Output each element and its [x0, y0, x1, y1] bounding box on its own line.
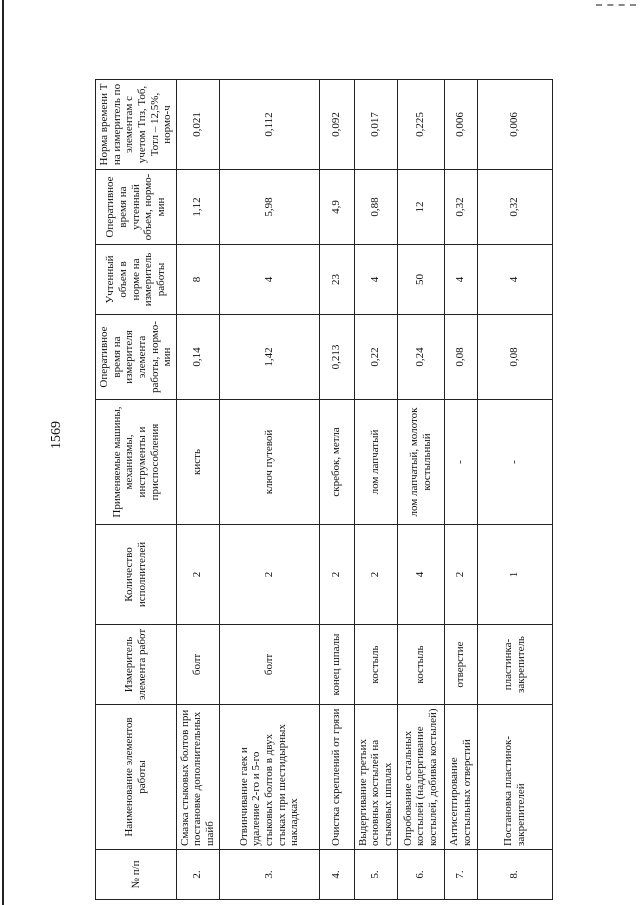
cell-number: 5.: [354, 850, 397, 900]
table-row: [319, 80, 354, 900]
cell-norm-time: 0,021: [176, 80, 219, 170]
header-unit: Измеритель элемента работ: [96, 625, 177, 705]
cell-number: 3.: [219, 850, 319, 900]
cell-unit: костыль: [397, 625, 444, 705]
work-elements-table-rotated: [95, 80, 535, 900]
header-number: № п/п: [96, 850, 177, 900]
cell-op-time-unit: 1,42: [219, 315, 319, 400]
cell-work-element: Очистка скреплений от грязи: [319, 705, 354, 850]
cell-op-time-volume: 0,32: [477, 170, 552, 245]
page-edge-line: [2, 0, 4, 905]
cell-op-time-unit: 0,24: [397, 315, 444, 400]
header-op-time-unit: Оперативное время на измерителя элемента работы, нормо-мин: [96, 315, 177, 400]
cell-tools: ключ путевой: [219, 400, 319, 525]
scan-dash-mark: [596, 4, 636, 6]
cell-tools: -: [444, 400, 477, 525]
cell-op-time-unit: 0,08: [477, 315, 552, 400]
cell-work-element: Смазка стыковых болтов при постановке дополнительных шайб: [176, 705, 219, 850]
cell-norm-time: 0,092: [319, 80, 354, 170]
cell-tools: лом лапчатый, молоток костыльный: [397, 400, 444, 525]
cell-unit: костыль: [354, 625, 397, 705]
cell-number: 4.: [319, 850, 354, 900]
cell-workers: 2: [444, 525, 477, 625]
cell-norm-time: 0,006: [444, 80, 477, 170]
cell-op-time-volume: 0,32: [444, 170, 477, 245]
cell-op-time-unit: 0,14: [176, 315, 219, 400]
cell-workers: 4: [397, 525, 444, 625]
cell-op-time-volume: 4,9: [319, 170, 354, 245]
cell-tools: кисть: [176, 400, 219, 525]
table-row: [176, 80, 219, 900]
table-row: [444, 80, 477, 900]
cell-workers: 2: [319, 525, 354, 625]
cell-tools: скребок, метла: [319, 400, 354, 525]
cell-unit: болт: [176, 625, 219, 705]
cell-unit: пластинка-закрепитель: [477, 625, 552, 705]
work-elements-table: [95, 79, 553, 900]
cell-workers: 1: [477, 525, 552, 625]
cell-work-element: Антисептирование костыльных отверстий: [444, 705, 477, 850]
header-norm-time: Норма времени Т на измеритель по элементам с учетом Тпз, Тоб, Тотл – 12,5%, нормо-ч: [96, 80, 177, 170]
cell-workers: 2: [219, 525, 319, 625]
cell-op-time-volume: 0,88: [354, 170, 397, 245]
cell-op-time-unit: 0,08: [444, 315, 477, 400]
header-work-element: Наименование элементов работы: [96, 705, 177, 850]
cell-op-time-volume: 1,12: [176, 170, 219, 245]
cell-unit: отверстие: [444, 625, 477, 705]
cell-number: 6.: [397, 850, 444, 900]
cell-volume: 23: [319, 245, 354, 315]
cell-tools: лом лапчатый: [354, 400, 397, 525]
cell-norm-time: 0,006: [477, 80, 552, 170]
cell-op-time-volume: 12: [397, 170, 444, 245]
cell-number: 7.: [444, 850, 477, 900]
table-row: [477, 80, 552, 900]
header-op-time-volume: Оперативное время на учтенный объем, нормо-мин: [96, 170, 177, 245]
cell-norm-time: 0,112: [219, 80, 319, 170]
cell-unit: болт: [219, 625, 319, 705]
cell-workers: 2: [176, 525, 219, 625]
cell-op-time-unit: 0,22: [354, 315, 397, 400]
page-number: 1569: [49, 421, 64, 449]
cell-volume: 4: [219, 245, 319, 315]
cell-volume: 8: [176, 245, 219, 315]
cell-volume: 4: [354, 245, 397, 315]
cell-work-element: Отвинчивание гаек и удаление 2-го и 5-го стыковых болтов в двух стыках при шестидырных накладках: [219, 705, 319, 850]
cell-work-element: Опробование остальных костылей (наддергивание костылей, добивка костылей): [397, 705, 444, 850]
cell-op-time-volume: 5,98: [219, 170, 319, 245]
cell-volume: 50: [397, 245, 444, 315]
cell-number: 2.: [176, 850, 219, 900]
cell-work-element: Выдергивание третьих основных костылей на стыковых шпалах: [354, 705, 397, 850]
header-workers: Количество исполнителей: [96, 525, 177, 625]
table-row: [397, 80, 444, 900]
table-row: [219, 80, 319, 900]
cell-norm-time: 0,225: [397, 80, 444, 170]
cell-norm-time: 0,017: [354, 80, 397, 170]
cell-volume: 4: [477, 245, 552, 315]
cell-tools: -: [477, 400, 552, 525]
cell-volume: 4: [444, 245, 477, 315]
cell-workers: 2: [354, 525, 397, 625]
cell-op-time-unit: 0,213: [319, 315, 354, 400]
header-volume: Учтенный объем в норме на измеритель работы: [96, 245, 177, 315]
cell-number: 8.: [477, 850, 552, 900]
table-header-row: [96, 80, 177, 900]
header-tools: Применяемые машины, механизмы, инструменты и приспособления: [96, 400, 177, 525]
cell-work-element: Постановка пластинок-закрепителей: [477, 705, 552, 850]
table-row: [354, 80, 397, 900]
cell-unit: конец шпалы: [319, 625, 354, 705]
